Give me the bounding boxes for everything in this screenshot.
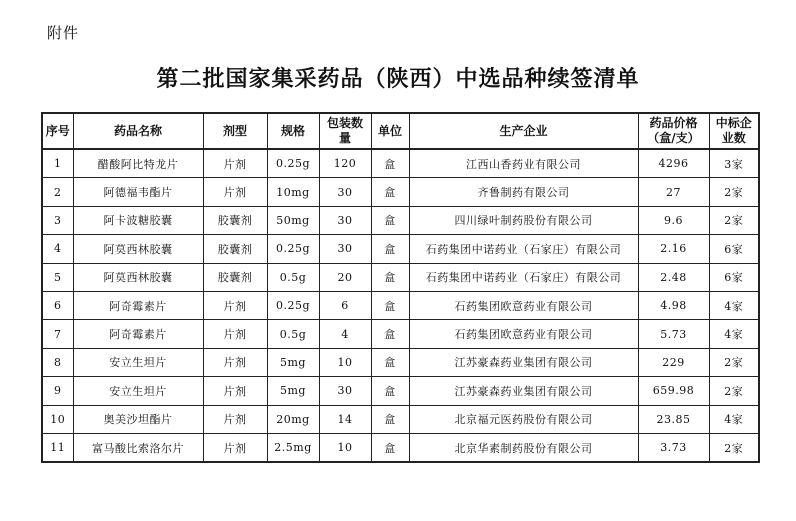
cell-drug-name: 富马酸比索洛尔片 [73, 433, 203, 462]
table-row [42, 291, 759, 319]
cell-unit: 盒 [371, 263, 409, 291]
cell-winning-count: 2家 [709, 433, 759, 462]
cell-row-index: 9 [42, 377, 73, 405]
cell-dosage-form: 片剂 [203, 149, 267, 178]
table-row [42, 206, 759, 234]
cell-drug-name: 阿卡波糖胶囊 [73, 206, 203, 234]
drug-list-table [41, 112, 760, 463]
cell-dosage-form: 片剂 [203, 377, 267, 405]
cell-dosage-form: 胶囊剂 [203, 206, 267, 234]
cell-package-quantity: 30 [319, 178, 371, 206]
attachment-label: 附件 [47, 24, 80, 42]
cell-specification: 5mg [267, 377, 319, 405]
cell-drug-name: 阿德福韦酯片 [73, 178, 203, 206]
cell-dosage-form: 胶囊剂 [203, 263, 267, 291]
cell-specification: 0.5g [267, 320, 319, 348]
cell-row-index: 4 [42, 235, 73, 263]
cell-price: 4296 [638, 149, 709, 178]
cell-row-index: 2 [42, 178, 73, 206]
cell-winning-count: 3家 [709, 149, 759, 178]
cell-specification: 0.25g [267, 291, 319, 319]
cell-package-quantity: 10 [319, 348, 371, 376]
cell-specification: 5mg [267, 348, 319, 376]
cell-unit: 盒 [371, 206, 409, 234]
column-header-drug-name: 药品名称 [73, 113, 203, 149]
page-title: 第二批国家集采药品（陕西）中选品种续签清单 [156, 67, 640, 92]
cell-price: 2.16 [638, 235, 709, 263]
cell-manufacturer: 江西山香药业有限公司 [409, 149, 638, 178]
table-row [42, 178, 759, 206]
cell-specification: 20mg [267, 405, 319, 433]
cell-winning-count: 2家 [709, 348, 759, 376]
cell-drug-name: 安立生坦片 [73, 348, 203, 376]
cell-drug-name: 阿莫西林胶囊 [73, 235, 203, 263]
cell-price: 229 [638, 348, 709, 376]
cell-price: 2.48 [638, 263, 709, 291]
cell-manufacturer: 石药集团中诺药业（石家庄）有限公司 [409, 263, 638, 291]
table-row [42, 405, 759, 433]
cell-row-index: 11 [42, 433, 73, 462]
cell-unit: 盒 [371, 291, 409, 319]
cell-price: 4.98 [638, 291, 709, 319]
cell-dosage-form: 胶囊剂 [203, 235, 267, 263]
cell-specification: 50mg [267, 206, 319, 234]
cell-winning-count: 2家 [709, 178, 759, 206]
cell-price: 659.98 [638, 377, 709, 405]
cell-unit: 盒 [371, 348, 409, 376]
cell-package-quantity: 4 [319, 320, 371, 348]
cell-manufacturer: 四川绿叶制药股份有限公司 [409, 206, 638, 234]
cell-row-index: 3 [42, 206, 73, 234]
cell-package-quantity: 120 [319, 149, 371, 178]
cell-price: 5.73 [638, 320, 709, 348]
cell-winning-count: 4家 [709, 405, 759, 433]
cell-dosage-form: 片剂 [203, 433, 267, 462]
cell-drug-name: 安立生坦片 [73, 377, 203, 405]
table-row [42, 263, 759, 291]
cell-drug-name: 醋酸阿比特龙片 [73, 149, 203, 178]
cell-manufacturer: 江苏豪森药业集团有限公司 [409, 377, 638, 405]
cell-manufacturer: 江苏豪森药业集团有限公司 [409, 348, 638, 376]
cell-manufacturer: 北京福元医药股份有限公司 [409, 405, 638, 433]
cell-package-quantity: 30 [319, 206, 371, 234]
cell-winning-count: 4家 [709, 291, 759, 319]
cell-row-index: 8 [42, 348, 73, 376]
cell-package-quantity: 14 [319, 405, 371, 433]
column-header-index: 序号 [42, 113, 73, 149]
column-header-dosage-form: 剂型 [203, 113, 267, 149]
table-row [42, 149, 759, 178]
table-row [42, 348, 759, 376]
cell-dosage-form: 片剂 [203, 178, 267, 206]
cell-winning-count: 6家 [709, 263, 759, 291]
cell-row-index: 1 [42, 149, 73, 178]
cell-unit: 盒 [371, 235, 409, 263]
cell-specification: 0.5g [267, 263, 319, 291]
cell-winning-count: 4家 [709, 320, 759, 348]
cell-package-quantity: 20 [319, 263, 371, 291]
table-row [42, 377, 759, 405]
column-header-manufacturer: 生产企业 [409, 113, 638, 149]
column-header-package-quantity: 包装数量 [319, 113, 371, 149]
cell-row-index: 7 [42, 320, 73, 348]
cell-dosage-form: 片剂 [203, 405, 267, 433]
cell-price: 3.73 [638, 433, 709, 462]
cell-specification: 10mg [267, 178, 319, 206]
cell-manufacturer: 石药集团中诺药业（石家庄）有限公司 [409, 235, 638, 263]
column-header-winning-count: 中标企业数 [709, 113, 759, 149]
cell-winning-count: 6家 [709, 235, 759, 263]
cell-unit: 盒 [371, 405, 409, 433]
table-body [42, 149, 759, 462]
cell-package-quantity: 30 [319, 377, 371, 405]
cell-dosage-form: 片剂 [203, 348, 267, 376]
cell-unit: 盒 [371, 377, 409, 405]
cell-manufacturer: 齐鲁制药有限公司 [409, 178, 638, 206]
cell-drug-name: 阿奇霉素片 [73, 291, 203, 319]
column-header-unit: 单位 [371, 113, 409, 149]
cell-specification: 0.25g [267, 149, 319, 178]
cell-unit: 盒 [371, 178, 409, 206]
cell-price: 27 [638, 178, 709, 206]
table-row [42, 320, 759, 348]
cell-price: 9.6 [638, 206, 709, 234]
cell-row-index: 6 [42, 291, 73, 319]
cell-drug-name: 阿莫西林胶囊 [73, 263, 203, 291]
cell-winning-count: 2家 [709, 377, 759, 405]
cell-unit: 盒 [371, 433, 409, 462]
column-header-specification: 规格 [267, 113, 319, 149]
cell-specification: 2.5mg [267, 433, 319, 462]
column-header-price: 药品价格（盒/支） [638, 113, 709, 149]
cell-drug-name: 阿奇霉素片 [73, 320, 203, 348]
cell-unit: 盒 [371, 149, 409, 178]
cell-manufacturer: 石药集团欧意药业有限公司 [409, 291, 638, 319]
cell-dosage-form: 片剂 [203, 291, 267, 319]
cell-price: 23.85 [638, 405, 709, 433]
cell-winning-count: 2家 [709, 206, 759, 234]
cell-drug-name: 奥美沙坦酯片 [73, 405, 203, 433]
cell-package-quantity: 6 [319, 291, 371, 319]
cell-row-index: 5 [42, 263, 73, 291]
table-row [42, 433, 759, 462]
cell-package-quantity: 10 [319, 433, 371, 462]
cell-manufacturer: 石药集团欧意药业有限公司 [409, 320, 638, 348]
table-header-row [42, 113, 759, 149]
table-row [42, 235, 759, 263]
cell-manufacturer: 北京华素制药股份有限公司 [409, 433, 638, 462]
cell-package-quantity: 30 [319, 235, 371, 263]
cell-unit: 盒 [371, 320, 409, 348]
cell-specification: 0.25g [267, 235, 319, 263]
cell-dosage-form: 片剂 [203, 320, 267, 348]
cell-row-index: 10 [42, 405, 73, 433]
